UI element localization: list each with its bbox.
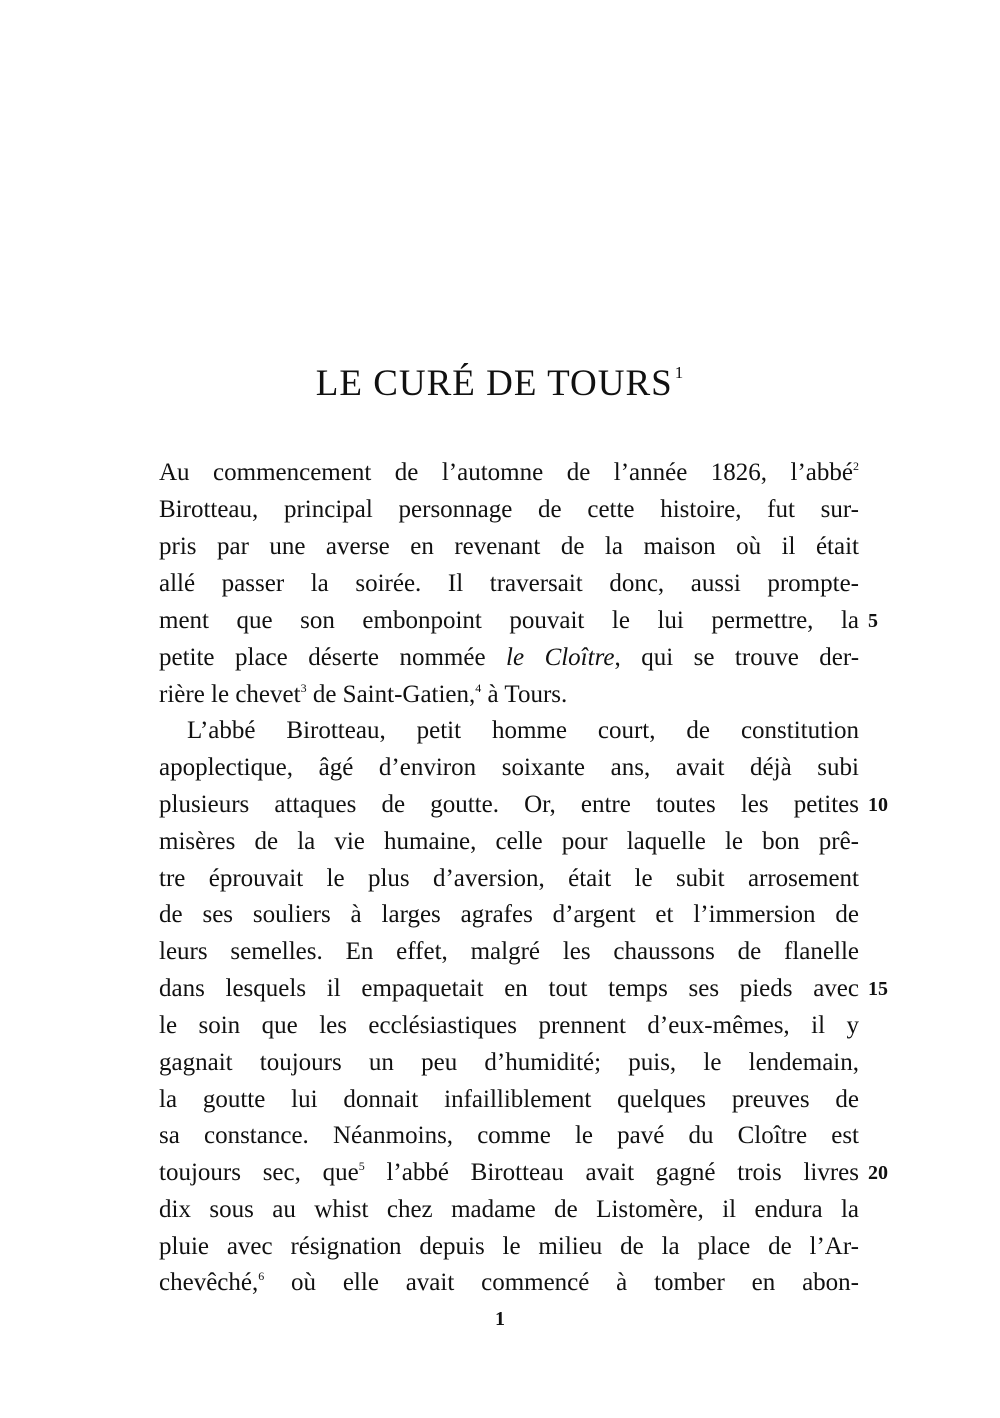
text-segment: leurs semelles. En effet, malgré les chaussons de flanelle [159,938,859,965]
text-line [159,1085,859,1115]
text-segment: chevêché, [159,1269,259,1296]
line-number: 10 [868,794,888,816]
text-segment: apoplectique, âgé d’environ soixante ans, avait déjà subi [159,754,859,781]
text-line [159,1232,859,1262]
text-segment: pluie avec résignation depuis le milieu de la place de l’Ar- [159,1233,859,1260]
text-line [159,900,859,930]
footnote-ref: 1 [674,363,685,382]
text-line [159,569,859,599]
text-line [159,1048,859,1078]
title-text: LE CURÉ DE TOURS [315,363,673,404]
text-line [159,790,859,820]
footnote-ref: 2 [853,459,859,473]
chapter-title [0,362,1000,405]
text-segment: , qui se trouve der- [614,644,860,671]
line-number: 20 [868,1162,888,1184]
text-line [159,606,859,636]
line-number: 15 [868,978,888,1000]
text-line [187,716,859,746]
text-segment: plusieurs attaques de goutte. Or, entre toutes les petites [159,791,859,818]
text-segment: toujours sec, que [159,1159,359,1186]
text-line [159,753,859,783]
text-segment: dans lesquels il empaquetait en tout temps ses pieds avec [159,975,859,1002]
text-segment: sa constance. Néanmoins, comme le pavé du Cloître est [159,1122,859,1149]
text-segment: l’abbé Birotteau avait gagné trois livres [364,1159,859,1186]
page-number: 1 [495,1308,505,1330]
text-segment: à Tours. [481,681,568,708]
italic-place-name: le Cloître [506,644,615,671]
text-segment: pris par une averse en revenant de la maison où il était [159,533,859,560]
text-line [159,1011,859,1041]
text-segment: allé passer la soirée. Il traversait donc, aussi prompte- [159,570,859,597]
text-line [159,532,859,562]
footnote-ref: 6 [258,1269,265,1283]
footnote-ref: 4 [475,681,482,695]
text-segment: tre éprouvait le plus d’aversion, était le subit arrosement [159,865,859,892]
text-line [159,827,859,857]
line-number: 5 [868,610,878,632]
text-line [159,1268,859,1298]
text-line [159,643,859,673]
text-segment: Birotteau, principal personnage de cette histoire, fut sur- [159,496,859,523]
text-segment: misères de la vie humaine, celle pour laquelle le bon prê- [159,828,859,855]
text-segment: rière le chevet [159,681,301,708]
footnote-ref: 5 [358,1159,365,1173]
text-line [159,864,859,894]
text-segment: ment que son embonpoint pouvait le lui permettre, la [159,607,859,634]
text-segment: gagnait toujours un peu d’humidité; puis, le lendemain, [159,1049,859,1076]
text-line [159,495,859,525]
text-line [159,1195,859,1225]
text-line [159,458,859,488]
text-segment: L’abbé Birotteau, petit homme court, de constitution [187,717,859,744]
text-segment: la goutte lui donnait infailliblement quelques preuves de [159,1086,859,1113]
text-segment: le soin que les ecclésiastiques prennent d’eux-mêmes, il y [159,1012,859,1039]
text-line [159,974,859,1004]
text-segment: de Saint-Gatien, [306,681,476,708]
text-line [159,937,859,967]
footnote-ref: 3 [300,681,307,695]
text-segment: où elle avait commencé à tomber en abon- [264,1269,859,1296]
text-segment: de ses souliers à larges agrafes d’argent et l’immersion de [159,901,859,928]
text-segment: Au commencement de l’automne de l’année 1826, l’abbé [159,459,853,486]
text-line [159,1121,859,1151]
text-line [159,680,859,710]
text-segment: dix sous au whist chez madame de Listomère, il endura la [159,1196,859,1223]
text-segment: petite place déserte nommée [159,644,507,671]
text-line [159,1158,859,1188]
